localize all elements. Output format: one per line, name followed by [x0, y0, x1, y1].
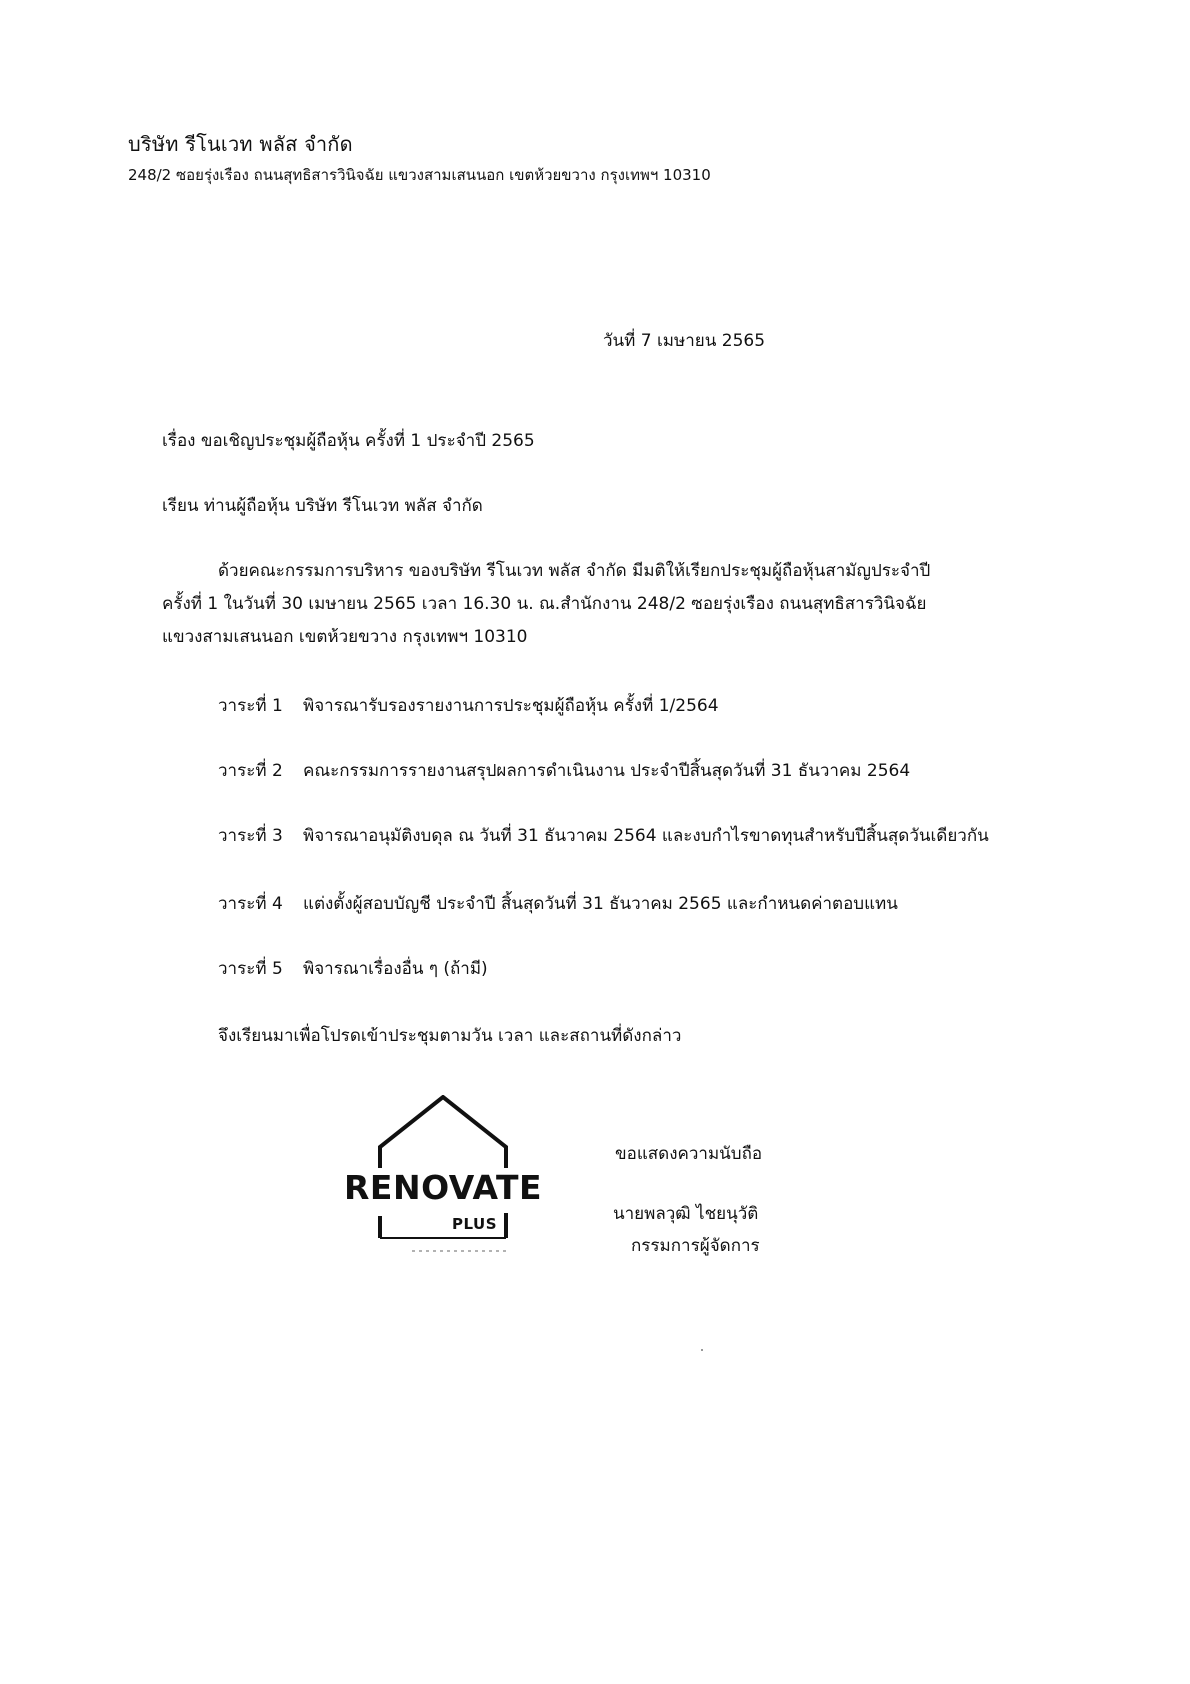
agenda-text: แต่งตั้งผู้สอบบัญชี ประจำปี สิ้นสุดวันที่ 31 ธันวาคม 2565 และกำหนดค่าตอบแทน	[303, 894, 898, 914]
signer-title: กรรมการผู้จัดการ	[631, 1236, 760, 1256]
letter-body	[162, 555, 1072, 654]
company-logo	[340, 1095, 550, 1255]
agenda-number: วาระที่ 5	[218, 959, 283, 979]
letter-subject: เรื่อง ขอเชิญประชุมผู้ถือหุ้น ครั้งที่ 1 ประจำปี 2565	[162, 431, 535, 451]
agenda-number: วาระที่ 3	[218, 826, 283, 846]
agenda-item	[218, 692, 719, 719]
company-name: บริษัท รีโนเวท พลัส จำกัด	[128, 132, 353, 156]
letter-salutation: เรียน ท่านผู้ถือหุ้น บริษัท รีโนเวท พลัส จำกัด	[162, 496, 483, 516]
agenda-text: พิจารณาอนุมัติงบดุล ณ วันที่ 31 ธันวาคม 2564 และงบกำไรขาดทุนสำหรับปีสิ้นสุดวันเดียวกัน	[303, 826, 989, 846]
signer-name: นายพลวุฒิ ไชยนุวัติ	[613, 1204, 759, 1224]
scan-speck	[701, 1349, 703, 1351]
logo-subword: PLUS	[452, 1215, 498, 1233]
agenda-item	[218, 757, 910, 784]
letter-date: วันที่ 7 เมษายน 2565	[603, 331, 766, 351]
agenda-number: วาระที่ 2	[218, 761, 283, 781]
signature-regards: ขอแสดงความนับถือ	[615, 1144, 763, 1164]
body-line: แขวงสามเสนนอก เขตห้วยขวาง กรุงเทพฯ 10310	[162, 627, 528, 647]
agenda-number: วาระที่ 4	[218, 894, 283, 914]
agenda-number: วาระที่ 1	[218, 696, 283, 716]
agenda-text: คณะกรรมการรายงานสรุปผลการดำเนินงาน ประจำปีสิ้นสุดวันที่ 31 ธันวาคม 2564	[303, 761, 911, 781]
agenda-text: พิจารณารับรองรายงานการประชุมผู้ถือหุ้น ครั้งที่ 1/2564	[303, 696, 719, 716]
agenda-item	[218, 955, 488, 982]
body-line: ครั้งที่ 1 ในวันที่ 30 เมษายน 2565 เวลา 16.30 น. ณ.สำนักงาน 248/2 ซอยรุ่งเรือง ถนนสุทธิสารวินิจฉัย	[162, 594, 927, 614]
agenda-text: พิจารณาเรื่องอื่น ๆ (ถ้ามี)	[303, 959, 488, 979]
logo-wordmark: RENOVATE	[344, 1168, 543, 1207]
body-line: ด้วยคณะกรรมการบริหาร ของบริษัท รีโนเวท พลัส จำกัด มีมติให้เรียกประชุมผู้ถือหุ้นสามัญประจำปี	[218, 561, 931, 581]
company-address: 248/2 ซอยรุ่งเรือง ถนนสุทธิสารวินิจฉัย แขวงสามเสนนอก เขตห้วยขวาง กรุงเทพฯ 10310	[128, 166, 711, 184]
agenda-item	[218, 890, 898, 917]
agenda-item	[218, 822, 989, 849]
closing-line: จึงเรียนมาเพื่อโปรดเข้าประชุมตามวัน เวลา และสถานที่ดังกล่าว	[218, 1026, 682, 1046]
